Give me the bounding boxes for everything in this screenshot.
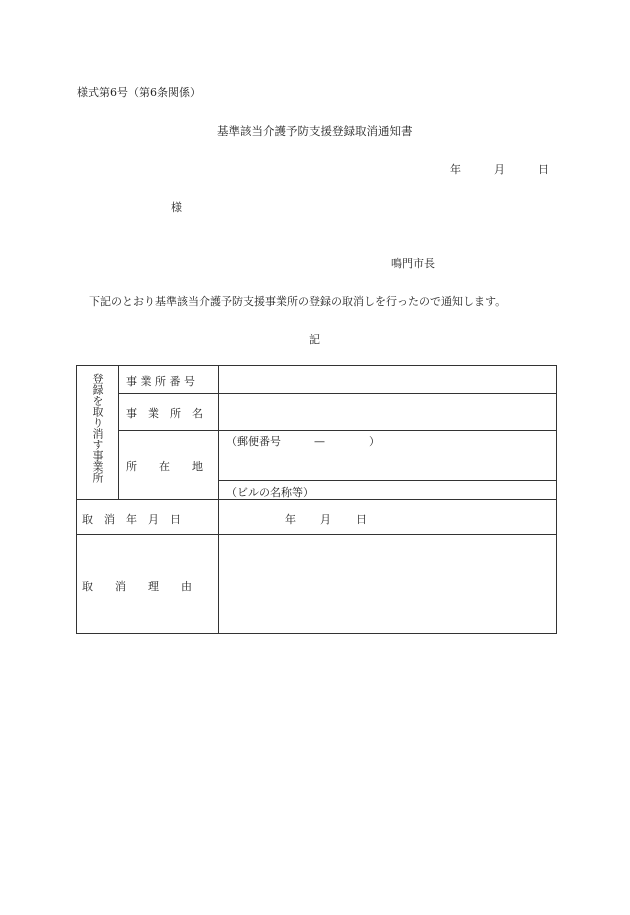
table-rule [218, 365, 219, 634]
notice-body-text: 下記のとおり基準該当介護予防支援事業所の登録の取消しを行ったので通知します。 [89, 295, 507, 308]
table-rule [218, 480, 557, 481]
cancel-date-year: 年 [285, 513, 296, 526]
cancel-date-month: 月 [320, 513, 331, 526]
issue-day-label: 日 [538, 163, 549, 176]
issue-year-label: 年 [450, 163, 461, 176]
office-name-label: 事 業 所 名 [126, 407, 203, 420]
addressee-honorific: 様 [171, 201, 182, 214]
sender-name: 鳴門市長 [391, 257, 435, 270]
table-rule [76, 534, 557, 535]
cancel-date-day: 日 [356, 513, 367, 526]
issue-month-label: 月 [494, 163, 505, 176]
office-number-label: 事 業 所 番 号 [126, 375, 195, 388]
building-name-field: （ビルの名称等） [226, 486, 314, 499]
table-border-left [76, 365, 77, 634]
table-border-top [76, 365, 557, 366]
office-group-label: 登録を取り消す事業所 [91, 373, 104, 483]
table-border-bottom [76, 633, 557, 634]
location-label: 所 在 地 [126, 460, 203, 473]
cancel-reason-label: 取 消 理 由 [82, 580, 192, 593]
table-rule [76, 499, 557, 500]
document-title: 基準該当介護予防支援登録取消通知書 [217, 124, 413, 138]
postal-code-field: （郵便番号 — ） [226, 435, 380, 448]
table-border-right [556, 365, 557, 634]
ki-heading: 記 [309, 333, 320, 346]
cancel-date-label: 取 消 年 月 日 [82, 513, 181, 526]
form-number: 様式第6号（第6条関係） [77, 86, 201, 99]
table-rule [118, 393, 557, 394]
table-rule [118, 365, 119, 500]
table-rule [118, 430, 557, 431]
